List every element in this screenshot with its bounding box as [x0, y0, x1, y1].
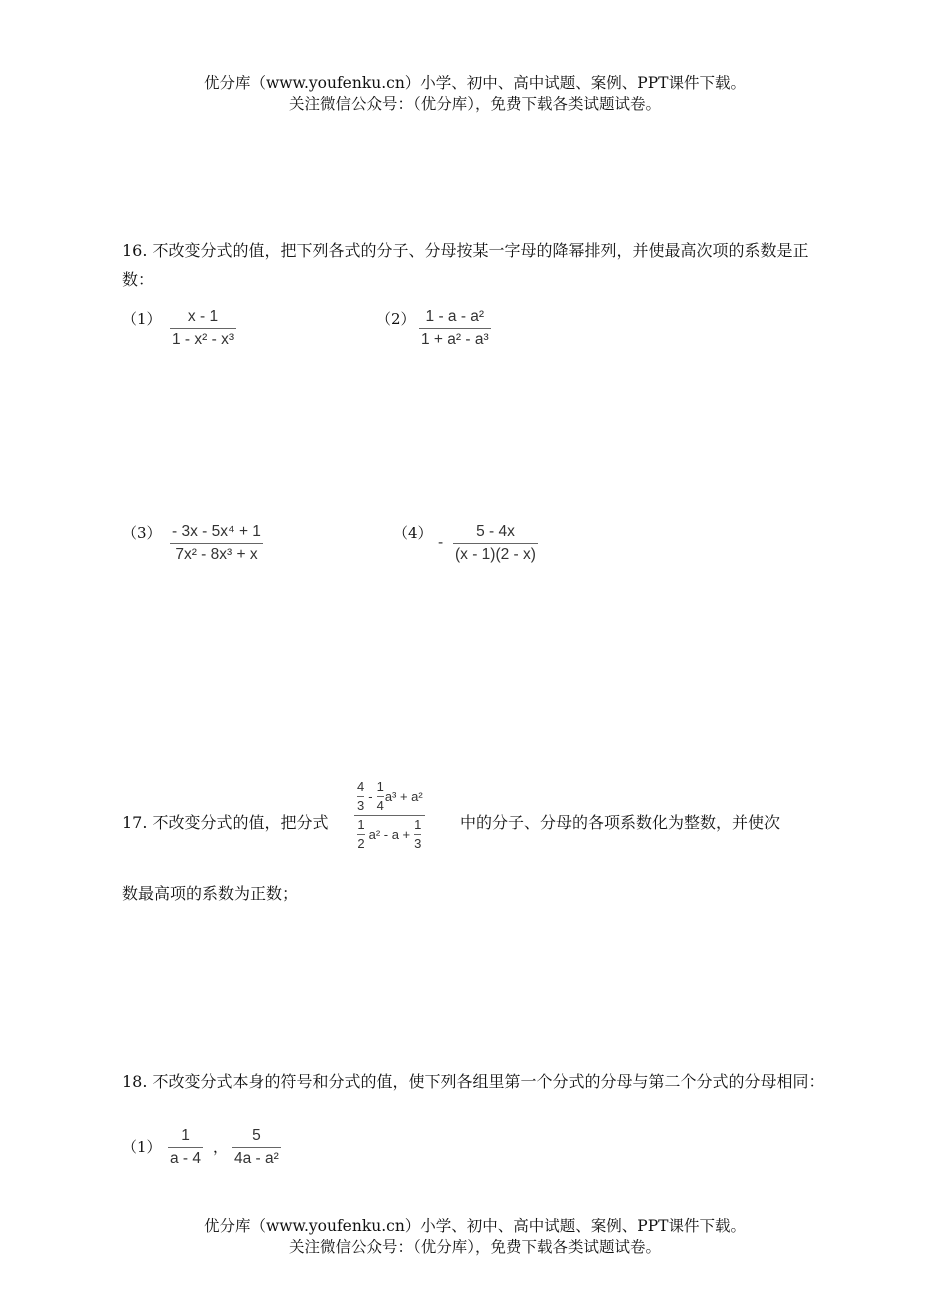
fraction-denominator: (x - 1)(2 - x)	[455, 546, 536, 563]
fraction-denominator: 1 + a² - a³	[421, 331, 489, 348]
q16-item-2-label: （2）	[376, 310, 416, 328]
sub-numerator: 1	[357, 817, 365, 832]
header-line-2: 关注微信公众号：（优分库），免费下载各类试题试卷。	[288, 95, 661, 113]
fraction-numerator: - 3x - 5x⁴ + 1	[172, 523, 261, 540]
q17-complex-fraction	[354, 778, 425, 853]
q16-item-4-sign: -	[438, 534, 444, 551]
fraction-numerator: 1	[181, 1127, 190, 1144]
sub-fraction	[357, 778, 364, 815]
question-16-text: 16. 不改变分式的值，把下列各式的分子、分母按某一字母的降幂排列，并使最高次项的系数是正数：	[122, 241, 809, 289]
sub-numerator: 1	[414, 817, 422, 832]
fraction-denominator: 1 - x² - x³	[172, 331, 234, 348]
q18-item-1-label: （1）	[122, 1138, 162, 1156]
footer-line-1: 优分库（www.youfenku.cn）小学、初中、高中试题、案例、PPT课件下载。	[203, 1217, 747, 1235]
q16-item-3-fraction	[170, 521, 263, 566]
q16-item-3-label: （3）	[122, 524, 162, 542]
q16-item-4-label: （4）	[393, 524, 433, 542]
minus-sign: -	[368, 789, 373, 804]
fraction-denominator: 7x² - 8x³ + x	[175, 546, 258, 563]
sub-denominator: 3	[357, 798, 365, 813]
sub-numerator: 4	[357, 779, 365, 794]
numerator-rest: a³ + a²	[384, 789, 423, 804]
question-17-line-2: 数最高项的系数为正数；	[122, 884, 299, 903]
complex-numerator	[354, 778, 425, 815]
q18-fraction-2	[232, 1125, 281, 1170]
fraction-denominator: 4a - a²	[234, 1150, 279, 1167]
q18-separator: ，	[213, 1138, 229, 1156]
q16-item-1-label: （1）	[122, 310, 162, 328]
page-footer	[0, 1216, 950, 1258]
q16-item-1-fraction	[170, 306, 236, 351]
fraction-numerator: 1 - a - a²	[425, 308, 485, 325]
question-17-prefix: 17. 不改变分式的值，把分式	[122, 813, 329, 832]
q16-item-4-fraction	[453, 521, 538, 566]
page-header	[0, 73, 950, 115]
footer-line-2: 关注微信公众号：（优分库），免费下载各类试题试卷。	[288, 1238, 661, 1256]
fraction-numerator: 5	[252, 1127, 261, 1144]
q16-item-2-fraction	[419, 306, 491, 351]
fraction-denominator: a - 4	[170, 1150, 202, 1167]
complex-denominator	[354, 816, 424, 853]
denominator-middle: a² - a +	[368, 827, 411, 842]
sub-numerator: 1	[376, 779, 384, 794]
question-18-text: 18. 不改变分式本身的符号和分式的值，使下列各组里第一个分式的分母与第二个分式的分母相同：	[122, 1072, 825, 1091]
fraction-numerator: x - 1	[187, 308, 219, 325]
sub-fraction	[377, 778, 384, 815]
sub-denominator: 4	[376, 798, 384, 813]
sub-denominator: 2	[357, 836, 365, 851]
sub-fraction	[357, 816, 364, 853]
sub-fraction	[414, 816, 421, 853]
sub-denominator: 3	[414, 836, 422, 851]
header-line-1: 优分库（www.youfenku.cn）小学、初中、高中试题、案例、PPT课件下载。	[203, 74, 747, 92]
question-17-suffix: 中的分子、分母的各项系数化为整数，并使次	[460, 813, 781, 832]
fraction-numerator: 5 - 4x	[476, 523, 515, 540]
q18-fraction-1	[168, 1125, 203, 1170]
